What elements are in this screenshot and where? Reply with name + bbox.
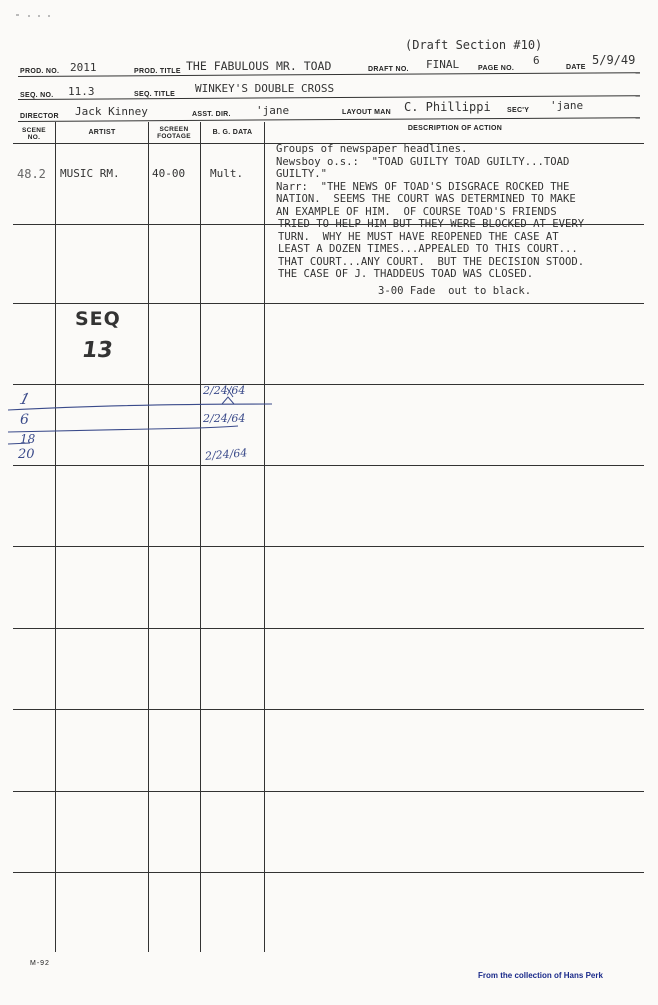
- ink-underline: [8, 404, 272, 410]
- scene-number: 48.2: [17, 167, 46, 181]
- seq-no-label: SEQ. NO.: [20, 92, 54, 99]
- col-bg-data: B. G. DATA: [212, 129, 253, 136]
- secy: 'jane: [550, 99, 584, 112]
- col-description: DESCRIPTION OF ACTION: [407, 125, 503, 132]
- fade-note: 3-00 Fade out to black.: [378, 285, 532, 297]
- artist-cell: MUSIC RM.: [60, 167, 120, 180]
- layout-man-label: LAYOUT MAN: [342, 109, 392, 116]
- form-number: M-92: [30, 960, 50, 967]
- asst-dir-label: ASST. DIR.: [192, 111, 231, 118]
- draft-section: (Draft Section #10): [405, 38, 543, 52]
- bg-cell: Mult.: [210, 167, 244, 180]
- seq-title: WINKEY'S DOUBLE CROSS: [195, 82, 335, 95]
- collection-credit: From the collection of Hans Perk: [478, 971, 603, 980]
- page-no: 6: [533, 54, 540, 67]
- hand-bg-date: 2/24/64: [204, 446, 248, 463]
- hand-scene: 6: [20, 412, 29, 428]
- hand-bg-date: 2/24/64: [203, 384, 246, 397]
- hand-scene: 1: [17, 390, 32, 408]
- ink-caret: [222, 397, 234, 404]
- prod-title-label: PROD. TITLE: [134, 68, 181, 75]
- ink-strike: [227, 388, 233, 397]
- layout-man: C. Phillippi: [404, 100, 491, 114]
- col-screen-footage: SCREEN FOOTAGE: [157, 126, 191, 140]
- seq-no: 11.3: [68, 85, 95, 98]
- director-label: DIRECTOR: [20, 113, 59, 120]
- seq-mark-line2: 13: [80, 338, 115, 363]
- seq-mark-line1: SEQ: [75, 308, 121, 330]
- col-artist: ARTIST: [88, 129, 116, 136]
- ink-underline: [8, 426, 238, 432]
- footage-cell: 40-00: [152, 167, 186, 180]
- secy-label: SEC'Y: [507, 107, 530, 114]
- draft-no: FINAL: [426, 58, 460, 71]
- date-label: DATE: [566, 64, 586, 71]
- seq-title-label: SEQ. TITLE: [134, 91, 176, 98]
- page-no-label: PAGE NO.: [478, 65, 515, 72]
- asst-dir: 'jane: [256, 104, 290, 117]
- ink-underline: [8, 443, 30, 444]
- director: Jack Kinney: [75, 105, 148, 118]
- col-scene-no: SCENE NO.: [22, 127, 46, 141]
- description-text-cont: TRIED TO HELP HIM BUT THEY WERE BLOCKED AT EVERY TURN. WHY HE MUST HAVE REOPENED THE CASE AT LEAST A DOZEN TIMES...APPEALED TO THIS COURT... THAT COURT...ANY COURT. BUT THE DECISION STOOD. THE CASE OF J. THADDEUS TOAD WAS CLOSED.: [278, 218, 585, 281]
- draft-no-label: DRAFT NO.: [368, 66, 409, 73]
- prod-title: THE FABULOUS MR. TOAD: [186, 59, 332, 73]
- hand-bg-date: 2/24/64: [203, 412, 246, 425]
- prod-no: 2011: [70, 61, 97, 74]
- hand-scene: 20: [18, 447, 35, 462]
- hand-scene: 18: [20, 432, 36, 446]
- date: 5/9/49: [592, 53, 636, 67]
- prod-no-label: PROD. NO.: [20, 68, 60, 75]
- description-text: Groups of newspaper headlines. Newsboy o.s.: "TOAD GUILTY TOAD GUILTY...TOAD GUILTY." Narr: "THE NEWS OF TOAD'S DISGRACE ROCKED THE NATION. SEEMS THE COURT WAS DETERMINED TO MAKE AN EXAMPLE OF HIM. OF COURSE TOAD'S FRIENDS: [276, 143, 576, 218]
